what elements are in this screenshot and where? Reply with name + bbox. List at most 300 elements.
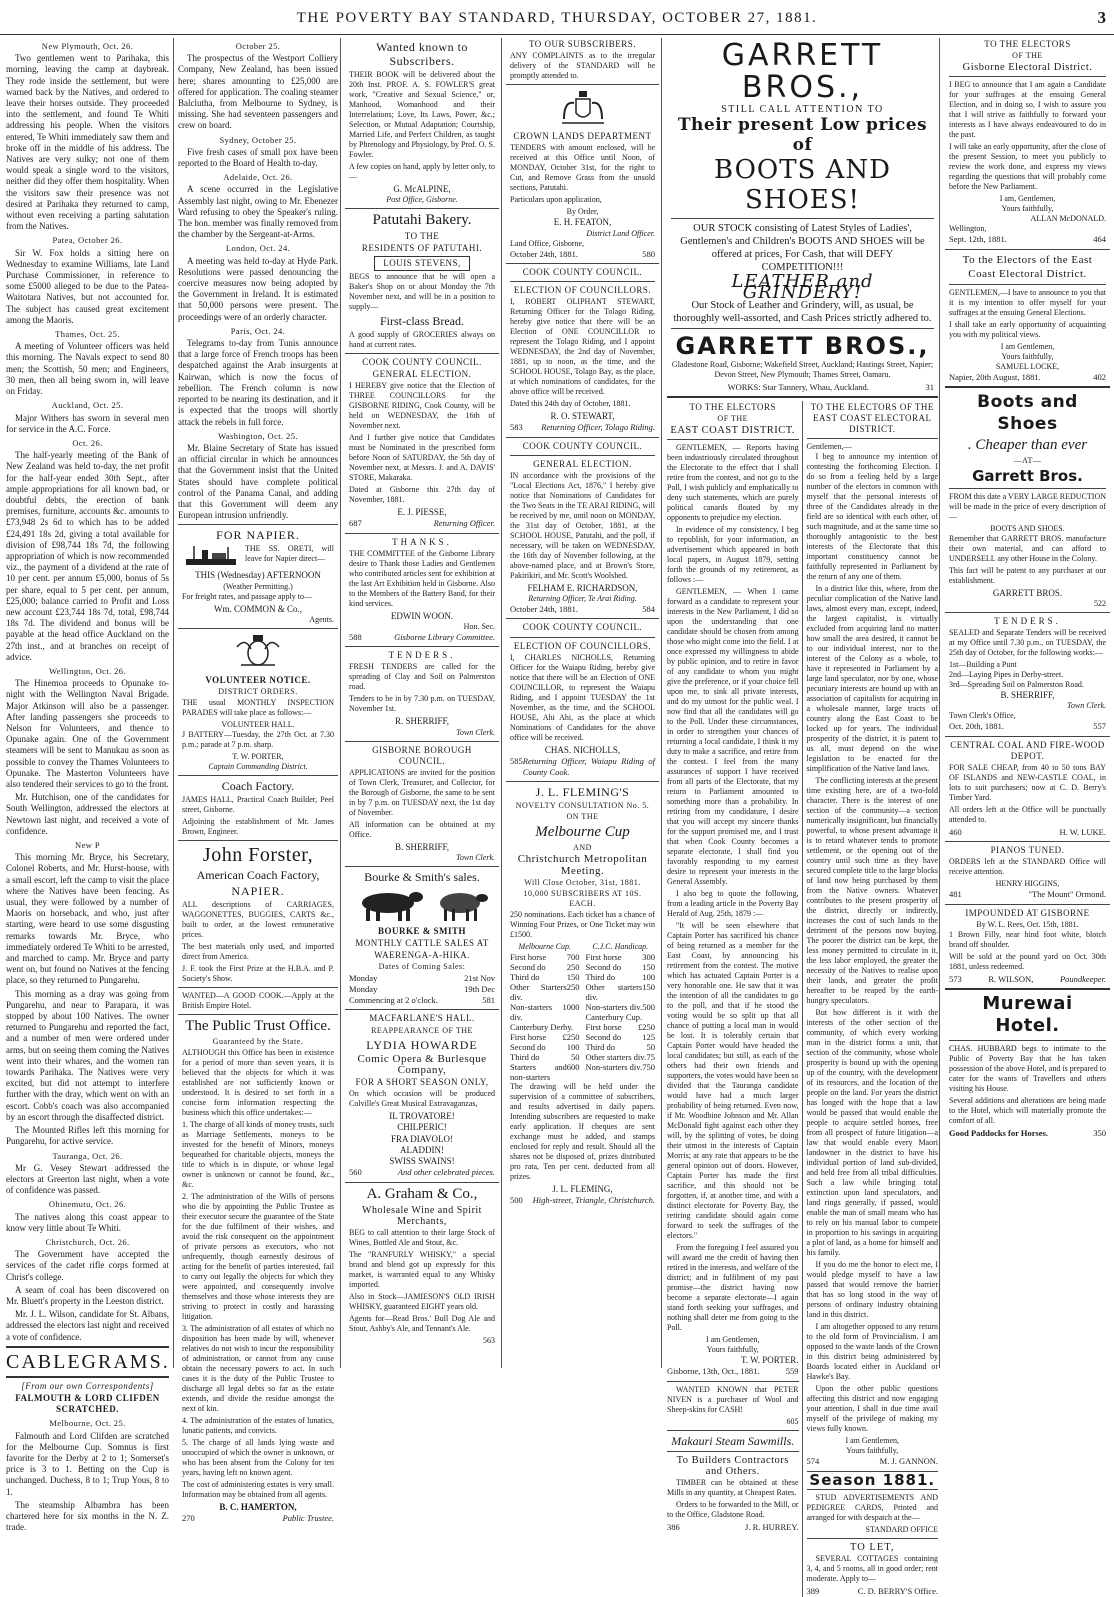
ad-text: OF THE xyxy=(1012,51,1043,61)
ad-number: 687 xyxy=(349,518,362,529)
ad-text: By Order, xyxy=(566,207,599,217)
news-paragraph: The Government have accepted the services of the cadet rifle corps formed at Christ's college. xyxy=(6,1249,169,1282)
ad-role: Returning Officer, Waiapu Riding of County Cook. xyxy=(522,756,655,778)
ad-number: 464 xyxy=(1093,234,1106,245)
ad-text: Gladestone Road, Gisborne; Wakefield Street, Auckland; Hastings Street, Napier; Devon Street, New Plymouth; Thames Street, Oamaru. xyxy=(671,359,934,379)
ad-heading: IMPOUNDED AT GISBORNE xyxy=(965,907,1090,918)
ad-subheading: LYDIA HOWARDE xyxy=(366,1037,478,1052)
ad-heading: GISBORNE BOROUGH COUNCIL. xyxy=(372,744,472,766)
ad-heading: Bourke & Smith's sales. xyxy=(364,870,480,885)
ad-signature: B. SHERRIFF, xyxy=(394,842,450,853)
ad-text: VOLUNTEER HALL. xyxy=(221,719,295,729)
divider xyxy=(506,781,659,782)
ad-date: October 24th, 1881. xyxy=(510,248,578,259)
divider xyxy=(345,1009,499,1010)
ad-signature: T. W. PORTER, xyxy=(232,751,284,761)
news-paragraph: Two gentlemen went to Parihaka, this morning, leaving the camp at daybreak. They rode inside the settlement, but were warned back by the Natives, and ordered to leave their horses outside. They proceeded into the settlement, and found Te Whiti addressing his people. When the visitors entered, Te Whiti immediately saw them and broke off in the middle of his address. The Natives are very sulky; not one of them would speak a single word to the visitors, neither did they offer them hospitality. When the visitors saw their presence was not desired at Parihaka they returned to camp, without even receiving a parting salutation from the Natives. xyxy=(6,53,169,232)
ad-heading: CROWN LANDS DEPARTMENT xyxy=(513,131,652,142)
show-title: SWISS SWAINS! xyxy=(389,1156,455,1167)
ad-subheading: Guaranteed by the State. xyxy=(212,1036,304,1046)
ad-text: THE COMMITTEE of the Gisborne Library desire to Thank those Ladies and Gentlemen who contributed articles sent for exhibition at the last Art Exhibition held in Gisborne. Also to the Members of the Battery Band, for their kind services. xyxy=(349,548,495,608)
ad-number: 605 xyxy=(786,1416,799,1426)
news-paragraph: This morning as a dray was going from Pungarehu, and near to Parapara, it was stopped by about 100 Natives. The owner returned to Pungarehu and reported the fact, and a number of men were ordered under arms, but on seeing them coming the Natives went into their whares, and the women ran towards Parihaka. The Natives were very excited, but did not attempt to interfere further with the dray, which went on with an escort. Cobb's coach was also accompanied by an escort through the disaffected district. xyxy=(6,988,169,1122)
ad-number: 402 xyxy=(1093,371,1106,382)
prize-label: Non-starters div. xyxy=(585,1061,643,1072)
divider xyxy=(506,263,659,264)
ad-text: Town Clerk's Office, xyxy=(949,711,1016,721)
ad-cook-waiapu xyxy=(506,622,659,778)
divider xyxy=(506,618,659,619)
prize-label: First horse xyxy=(510,1031,547,1042)
news-paragraph: The steamship Albambra has been chartered here for six months in the N. Z. trade. xyxy=(6,1499,169,1533)
ad-subheading: NOVELTY CONSULTATION No. 5. xyxy=(515,801,650,811)
dateline: Washington, Oct. 25. xyxy=(218,430,298,441)
prize-amount: 250 xyxy=(566,961,580,972)
ad-text: The best materials only used, and imported direct from America. xyxy=(182,941,334,961)
ad-heading: CENTRAL COAL AND FIRE-WOOD DEPOT. xyxy=(950,739,1105,761)
dateline: New Plymouth, Oct. 26. xyxy=(41,41,134,51)
news-paragraph: The Hinemoa proceeds to Opunake to-night with the Wellington Naval Brigade. Major Atkinson will also be a passenger. After landing passengers she proceeds to Nelson for Volunteers, and thence to Opunake again. One of the Government steamers will be sent to Manukau as soon as possible to convey the Thames Volunteers to Opunake. The Masterton Volunteers have also tendered their services to go to the front. xyxy=(6,678,169,789)
divider xyxy=(345,866,499,867)
prize-row xyxy=(586,972,656,982)
divider xyxy=(949,1040,1106,1041)
ad-number: 522 xyxy=(1094,599,1106,609)
ad-heading: PIANOS TUNED. xyxy=(990,845,1065,856)
ad-subheading: Christchurch Metropolitan Meeting. xyxy=(517,853,648,877)
divider xyxy=(807,438,939,439)
prize-label: Second do xyxy=(510,1041,546,1052)
ad-fleming-consultation xyxy=(506,785,659,1206)
prize-label: First horse xyxy=(585,951,622,962)
divider xyxy=(945,612,1110,613)
ad-text: 4. The administration of the estates of lunatics, lunatic patients, and convicts. xyxy=(182,1415,334,1435)
ad-text: Also in Stock—JAMIESON'S OLD IRISH WHISKY, guaranteed EIGHT years old. xyxy=(349,1291,495,1311)
ad-text: BOOTS AND SHOES. xyxy=(990,523,1065,533)
divider xyxy=(945,386,1110,388)
ad-number: 500 xyxy=(510,1195,523,1206)
ad-volunteer xyxy=(178,633,338,772)
dateline: Auckland, Oct. 25. xyxy=(51,400,124,411)
divider xyxy=(345,208,499,209)
ad-coach-factory xyxy=(178,779,338,837)
ad-signature: B. SHERRIFF, xyxy=(1000,690,1055,701)
ad-number: 559 xyxy=(785,1366,799,1377)
show-title: ALADDIN! xyxy=(400,1144,444,1155)
ad-text: I HEREBY give notice that the Election of THREE COUNCILLORS for the GISBORNE RIDING, Cook County, will be held on WEDNESDAY, the 16th of November next. xyxy=(349,381,495,431)
ad-date: Napier, 20th August, 1881. xyxy=(949,371,1041,382)
ad-signature: G. McALPINE, xyxy=(393,184,451,194)
ad-role: Town Clerk. xyxy=(1067,701,1106,711)
prize-amount: 500 xyxy=(642,1001,655,1012)
ad-text: I also beg to quote the following, from a leading article in the Poverty Bay Herald of Aug. 25th, 1879 :— xyxy=(667,889,799,919)
ad-murewai-hotel xyxy=(945,993,1110,1139)
divider xyxy=(178,524,338,525)
ad-napier xyxy=(178,528,338,624)
ad-text: I, ROBERT OLIPHANT STEWART, Returning Officer for the Tolago Riding, hereby give notice that there will be an Election of ONE COUNCILLOR to represent the Tolago Riding, and I appoint WEDNESDAY, the 2nd day of November, 1881, up to noon, as the time, and the SCHOOL HOUSE, Tolago Bay, as the place, at which nominations of candidates, for the above office will be received. xyxy=(510,297,655,397)
ad-text: ALL descriptions of CARRIAGES, WAGGONETTES, BUGGIES, CARTS &c., built to order, at the lowest remunerative prices. xyxy=(182,899,334,939)
works-item: 3rd—Spreading Soil on Palmerston Road. xyxy=(949,680,1084,690)
ad-text: Adjoining the establishment of Mr. James Brown, Engineer. xyxy=(182,816,334,836)
ad-text: AND xyxy=(573,843,592,853)
ad-subheading: Their present Low prices of xyxy=(677,115,928,156)
ad-subheading: First-class Bread. xyxy=(380,313,464,328)
dateline: Adelaide, Oct. 26. xyxy=(223,172,293,183)
prize-label: Other starters div. xyxy=(585,1051,647,1062)
ad-role: Public Trustee. xyxy=(282,1513,334,1524)
ad-text: (Weather Permitting.) xyxy=(223,581,293,591)
news-paragraph: The Mounted Rifles left this morning for Pungarehu, for active service. xyxy=(6,1125,169,1147)
ad-macfarlanes-hall xyxy=(345,1013,499,1178)
ad-heading: TO OUR SUBSCRIBERS. xyxy=(528,39,637,49)
prize-amount: 50 xyxy=(571,1051,580,1062)
news-paragraph: A meeting of Volunteer officers was held this morning. The Navals expect to send 80 men; the Scottish, 50 men; and Engineers, 30 men, then all being sworn in, will leave on Friday. xyxy=(6,341,169,397)
ad-subheading: To Builders Contractors and Others. xyxy=(676,1454,789,1477)
prize-row xyxy=(510,1032,580,1042)
ad-text: In evidence of my consistency, I beg to republish, for your information, an advertisement which appeared in both local papers, in August 1879, setting forth the grounds of my retirement, as follows :— xyxy=(667,525,799,585)
ad-heading: TENDERS. xyxy=(388,650,456,661)
dateline: Christchurch, Oct. 26. xyxy=(45,1236,130,1247)
ad-text: Dates of Coming Sales: xyxy=(378,961,466,971)
news-items xyxy=(6,41,169,1343)
ad-cook-county-general xyxy=(345,357,499,530)
ad-text: I am altogether opposed to any return to the old form of Provincialism. I am opposed to the waste lands of the Crown in this district being administered by Boards located either in Auckland or Hawke's Bay. xyxy=(806,1322,938,1382)
ad-text: I, CHARLES NICHOLLS, Returning Officer for the Waiapu Riding, hereby give notice that there will be an Election of ONE COUNCILLOR, to represent the Waiapu Riding, and I appoint TUESDAY the 1st November, as the time, and the SCHOOL HOUSE, Ahi Ahi, as the place at which Nominations of Candidates for the above office will be received. xyxy=(510,652,655,742)
divider xyxy=(667,396,938,398)
ad-bourke-smith xyxy=(345,870,499,1006)
ad-text: ON THE xyxy=(566,812,599,822)
ad-text: The cost of administering estates is very small. Information may be obtained from all agents. xyxy=(182,1479,334,1499)
ad-text: TO THE xyxy=(404,231,440,242)
divider xyxy=(506,84,659,85)
divider xyxy=(945,736,1110,737)
prize-row xyxy=(586,962,656,972)
prize-row xyxy=(510,1052,580,1062)
prize-amount: 1000 xyxy=(562,1001,580,1012)
ad-text: By W. L. Rees, Oct. 15th, 1881. xyxy=(976,919,1079,929)
cablegrams-sub: [From our own Correspondents] xyxy=(21,1380,154,1391)
ad-text: MONTHLY CATTLE SALES AT WAERENGA-A-HIKA. xyxy=(355,938,489,960)
ad-text: I shall take an early opportunity of acquainting you with my political views. xyxy=(949,319,1106,339)
ad-signature: CHAS. NICHOLLS, xyxy=(544,744,621,755)
ad-text: —AT— xyxy=(1013,455,1042,465)
ad-text: Particulars upon application, xyxy=(510,195,602,205)
ad-number: 560 xyxy=(349,1167,362,1178)
prize-label: Other Starters div. xyxy=(510,981,567,1002)
ad-text: But how different is it with the interests of the other section of the community, of which every working man in the district forms a unit, that section of the community, whose whole prosperity is bound up with the opening up of the country, with the development of its resources, and the location of the people on the land. For years the district has longed with the hope that a law would be passed that would enable the people to acquire settled homes, free from all prospect of future litigation—a law that would enable every Maori landowner in the district to have his individual portion of land sub-divided, and held free from all tribal difficulties. Such a law while bringing total extinction upon land speculators, and land rings generally, if passed, would enable the man of small means who has to rely on his manual labor to compete in proportion to his savings in acquiring a plot of land, as a home for himself and his family. xyxy=(806,1008,938,1258)
ad-patutahi-bakery xyxy=(345,212,499,350)
ad-footer xyxy=(182,1513,334,1524)
ad-subheading: LEATHER and GRINDERY! xyxy=(731,271,874,304)
ad-subheading: GENERAL ELECTION. xyxy=(533,458,632,469)
electors-columns xyxy=(667,401,938,1597)
ad-number: 583 xyxy=(510,422,523,433)
ad-text: ORDERS left at the STANDARD Office will receive attention. xyxy=(949,857,1106,877)
divider xyxy=(178,1014,338,1015)
ad-heading: TO THE ELECTORS xyxy=(689,401,776,412)
ad-footer xyxy=(949,372,1106,383)
ad-footer xyxy=(349,518,495,529)
ad-heading: Patutahi Bakery. xyxy=(372,212,472,229)
ad-john-forster xyxy=(178,844,338,984)
ad-date: October 24th, 1881. xyxy=(510,604,578,615)
prize-label: Third do xyxy=(510,971,540,982)
dateline: Oct. 26. xyxy=(72,437,103,448)
news-paragraph: Sir W. Fox holds a sitting here on Wednesday to examine Williams, late Land Purchase Commissioner, in reference to some £5000 alleged to be due to the Patea-Waitotara Natives, but not accounted for. The subject has caused great excitement among the Maoris. xyxy=(6,247,169,325)
ad-text: I am, Gentlemen, xyxy=(999,194,1056,204)
ad-text: 1. The charge of all kinds of money trusts, such as Marriage Settlements, moneys to be invested for the benefit of Minors, moneys bequeathed for charitable objects, moneys the title to which is in dispute, or whose legal owner is unknown or cannot be found, &c., &c. xyxy=(182,1119,334,1189)
ad-footer xyxy=(667,1522,799,1533)
divider xyxy=(345,353,499,354)
ad-role: District Land Officer. xyxy=(586,228,655,238)
ad-role: Captain Commanding District. xyxy=(208,761,308,771)
ad-number: 386 xyxy=(667,1522,680,1533)
ad-text: I will take an early opportunity, after the close of the present Session, to meet you publicly to review the work done, and express my views regarding the questions that will probably come before the New Parliament. xyxy=(949,142,1106,192)
divider xyxy=(667,1430,799,1431)
ad-wanted-known xyxy=(345,40,499,205)
ad-subheading: ELECTION OF COUNCILLORS. xyxy=(513,640,652,651)
ad-borough-council xyxy=(345,745,499,864)
ad-number: 574 xyxy=(806,1456,820,1467)
news-paragraph: This morning Mr. Bryce, his Secretary, Colonel Roberts, and Mr. Hurst-house, with a small escort, left the camp to visit the place where the Natives have been fencing. As usual, they were followed by a number of Maoris on horseback, and who, just after starting, were heard to use some disgusting remarks towards Mr. Bryce, who immediately ordered Te Whiti to be arrested, and marched to camp. Mr. Bryce and party went on, but found no Natives at the fencing place, so they returned to Pungarehu. xyxy=(6,852,169,986)
dateline: Wellington, Oct. 26. xyxy=(49,665,126,676)
ad-text: THE SS. ORETI, will leave for Napier direct— xyxy=(245,544,334,564)
divider xyxy=(667,1381,799,1382)
news-items xyxy=(178,41,338,521)
ad-text: All information can be obtained at my Office. xyxy=(349,820,495,840)
ad-wanted-cook xyxy=(178,991,338,1011)
prize-amount: 150 xyxy=(566,971,580,982)
prize-amount: 50 xyxy=(646,1041,655,1052)
ad-subheading: Wholesale Wine and Spirit Merchants, xyxy=(362,1204,482,1227)
ad-signature: SAMUEL LOCKE, xyxy=(995,361,1060,371)
news-paragraph: Major Withers has sworn in several men for service in the A.C. Force. xyxy=(6,412,169,434)
divider xyxy=(345,646,499,647)
ad-subheading: GENERAL ELECTION. xyxy=(372,369,472,380)
ad-heading: TENDERS. xyxy=(994,616,1061,627)
column-ads-3 xyxy=(340,38,499,1368)
ad-signature: M. J. GANNON. xyxy=(879,1456,938,1467)
news-paragraph: A scene occurred in the Legislative Assembly last night, owing to Mr. Ebenezer Ward refusing to obey the Speaker's ruling. The hon. member was finally removed from the chamber by the Sergeant-at-Arms. xyxy=(178,184,338,240)
ad-number: 481 xyxy=(949,889,962,900)
ad-number: 563 xyxy=(483,1335,495,1345)
prize-label: Other starters div. xyxy=(585,981,643,1002)
sale-date-row xyxy=(349,984,495,995)
dateline: Tauranga, Oct. 26. xyxy=(52,1150,123,1161)
ad-text: And other celebrated pieces. xyxy=(397,1167,495,1178)
ad-text: OUR STOCK consisting of Latest Styles of Ladies', Gentlemen's and Children's BOOTS AND SHOES will be offered at prices, For Cash, that will DEFY COMPETITION!!! xyxy=(680,223,925,274)
divider xyxy=(178,987,338,988)
ad-text: STANDARD OFFICE xyxy=(865,1524,938,1534)
ad-number: 389 xyxy=(806,1586,820,1597)
ad-heading: Coach Factory. xyxy=(221,778,295,793)
ad-text: FOR A SHORT SEASON ONLY, xyxy=(355,1077,489,1088)
dateline: Melbourne, Oct. 25. xyxy=(49,1418,126,1429)
ad-role: Returning Officer, Tolago Riding. xyxy=(541,422,655,433)
prize-rows xyxy=(586,952,656,1072)
ad-text: OF THE xyxy=(717,414,749,424)
ad-heading: TO THE ELECTORS xyxy=(984,39,1071,49)
news-paragraph: The prospectus of the Westport Colliery Company, New Zealand, has been issued here; shares amounting to £25,000 are offered for application. The coaling steamer Balclutha, from Melbourne to Sydney, is missing. She had seventeen passengers and crew on board. xyxy=(178,53,338,131)
ad-gannon xyxy=(807,401,939,1597)
ad-signature: T. W. PORTER. xyxy=(740,1355,799,1366)
ad-text: Several additions and alterations are being made to the Hotel, which will materially promote the comfort of all. xyxy=(949,1096,1106,1126)
ad-heading: Murewai Hotel. xyxy=(982,993,1073,1037)
prize-label: Third do xyxy=(585,971,616,982)
prize-label: Non-starters div. xyxy=(510,1001,553,1022)
sale-date: 21st Nov xyxy=(464,972,495,983)
works-list xyxy=(949,660,1106,690)
divider xyxy=(345,533,499,534)
show-title: IL TROVATORE! xyxy=(389,1111,455,1122)
ad-text: 3. The administration of all estates of which no disposition has been made by will, whenever relatives do not wish to incur the responsibility of administration, or cannot from any cause obtain the necessary powers to act. In such cases it is the duty of the Public Trustee to discharge all legal debts so far as the estate extends, and divide the residue amongst the next of kin. xyxy=(182,1323,334,1413)
ad-text: Will be sold at the pound yard on Oct. 30th 1881, unless redeemed. xyxy=(949,951,1106,971)
ad-footer xyxy=(949,974,1106,985)
prize-row xyxy=(510,952,580,962)
divider xyxy=(6,1346,169,1348)
ad-subheading: American Coach Factory, xyxy=(196,867,320,882)
news-paragraph: Mr. Blaine Secretary of State has issued an official circular in which he announces that the Government insist that the United States should have complete political control of the Panama Canal, and adding that this Government will deem any European intrusion unfriendly. xyxy=(178,442,338,521)
prize-label: Non-starters div. xyxy=(585,1001,643,1012)
ad-number: 460 xyxy=(949,827,962,838)
divider xyxy=(671,328,934,329)
prize-label: Third do xyxy=(585,1041,616,1052)
prize-label: Canterbury Derby. xyxy=(510,1021,574,1032)
ad-heading: J. L. FLEMING'S xyxy=(535,785,630,800)
ad-text: Dated this 24th day of October, 1881. xyxy=(510,399,631,409)
ad-porter xyxy=(667,401,803,1597)
divider xyxy=(671,218,934,219)
ad-role: Returning Officer, Te Arai Riding. xyxy=(528,594,637,604)
ad-public-trust xyxy=(178,1018,338,1524)
ad-text: WORKS: Star Tannery, Whau, Auckland. xyxy=(727,381,869,392)
ad-text: A good supply of GROCERIES always on hand at current rates. xyxy=(349,329,495,349)
ad-text: TENDERS with amount enclosed, will be received at this Office until Noon, of MONDAY, October 31st, for the right to Cut, and Remove Grass from the unsold sections, Patutahi. xyxy=(510,143,655,193)
divider xyxy=(807,1489,939,1490)
divider xyxy=(510,455,655,456)
prize-row xyxy=(586,1022,656,1032)
ad-heading: Makauri Steam Sawmills. xyxy=(671,1433,795,1448)
ad-text: TIMBER can be obtained at these Mills in any quantity, at Cheapest Rates. xyxy=(667,1478,799,1498)
sale-date-row xyxy=(349,973,495,984)
page-number: 3 xyxy=(1097,8,1106,27)
ad-role: Hon. Sec. xyxy=(463,622,495,632)
sale-dates-list xyxy=(349,973,495,995)
divider xyxy=(949,488,1106,489)
prize-row xyxy=(510,1002,580,1022)
divider xyxy=(945,904,1110,905)
ad-heading: COOK COUNTY COUNCIL. xyxy=(522,266,643,277)
show-title: CHILPERIC! xyxy=(397,1122,447,1133)
ad-crown-lands xyxy=(506,89,659,260)
cattle-and-sheep-icon xyxy=(352,887,492,923)
news-paragraph: Mr G. Vesey Stewart addressed the electors at Greerton last night, when a vote of confidence was passed. xyxy=(6,1162,169,1196)
prize-label: First horse xyxy=(510,951,547,962)
ad-signature: Wm. COMMON & Co., xyxy=(213,603,302,614)
ad-text: All orders left at the Office will be punctually attended to. xyxy=(949,805,1106,825)
divider xyxy=(178,628,338,629)
divider xyxy=(807,1538,939,1539)
ad-footer xyxy=(510,249,655,260)
dateline: New P xyxy=(75,840,100,851)
ad-role: Agents. xyxy=(309,614,334,624)
cablegrams-heading: CABLEGRAMS. xyxy=(6,1350,170,1373)
ad-text: I am Gentlemen, xyxy=(705,1335,760,1345)
ad-footer xyxy=(510,604,655,615)
dateline: October 25. xyxy=(235,41,281,51)
prize-rows xyxy=(510,952,580,1082)
prize-row xyxy=(510,1042,580,1052)
ad-subheading: BOURKE & SMITH xyxy=(377,926,466,937)
ad-date: Sept. 12th, 1881. xyxy=(949,234,1007,245)
ad-heading: To the Electors of the East Coast Electoral District. xyxy=(962,253,1093,280)
ad-text: Tenders to be in by 7.30 p.m. on TUESDAY, November 1st. xyxy=(349,694,495,714)
divider xyxy=(510,637,655,638)
ad-thanks xyxy=(345,537,499,644)
ad-footer xyxy=(349,995,495,1006)
ad-number: 270 xyxy=(182,1513,195,1524)
dateline: London, Oct. 24. xyxy=(225,243,291,254)
prize-amount: 750 xyxy=(642,1061,655,1072)
ad-text: JAMES HALL, Practical Coach Builder, Peel street, Gisborne. xyxy=(182,794,334,814)
ad-heading: MACFARLANE'S HALL. xyxy=(369,1013,475,1024)
sale-date: 19th Dec xyxy=(464,984,495,995)
ad-text: Our Stock of Leather and Grindery, will, as usual, be thoroughly well-assorted, and Cash Prices strictly adhered to. xyxy=(673,299,932,324)
divider xyxy=(949,284,1106,285)
ad-text: THEIR BOOK will be delivered about the 20th Inst. PROF. A. S. FOWLER'S great work, "Creative and Sexual Science," or, Manhood, Womanhood and their Interrelations; Love, Its Laws, Power, &c.; Selection, or Mutual Adaptation; Courtship, Married Life, and Perfect Children, as taught by Phrenology and Physiology, by Prof. O. S. Fowler. xyxy=(349,70,495,159)
ad-footer xyxy=(667,1366,799,1377)
prize-amount: 300 xyxy=(642,951,655,962)
show-title: FRA DIAVOLO! xyxy=(390,1133,454,1144)
ad-signature: R. SHERRIFF, xyxy=(394,716,450,727)
ad-signature: J. R. HURREY. xyxy=(745,1522,799,1533)
prize-label: Third do xyxy=(510,1051,540,1062)
divider xyxy=(945,841,1110,842)
ad-boots-and-shoes xyxy=(945,391,1110,609)
ad-text: WANTED—A GOOD COOK.—Apply at the British Empire Hotel. xyxy=(182,990,334,1010)
ad-heading: GARRETT BROS., xyxy=(675,331,930,360)
ad-text: ANY COMPLAINTS as to the irregular delivery of the STANDARD will be promptly attended to. xyxy=(510,51,655,81)
ad-footer xyxy=(671,382,934,393)
prize-label: Second do xyxy=(585,961,622,972)
ad-subheading: NAPIER. xyxy=(231,883,285,898)
ad-date: Oct. 20th, 1881. xyxy=(949,721,1005,732)
ad-heading: TO THE ELECTORS OF THE EAST COAST ELECTORAL DISTRICT. xyxy=(810,401,934,435)
prize-amount: 250 xyxy=(566,981,580,992)
ad-text: The drawing will be held under the supervision of a committee of subscribers, and results advertised in daily papers. Intending subscribers are requested to make early application. If cheques are sent exchange must be added, and stamps enclosed for reply and result. Should all the shares not be disposed of, prizes distributed pro rata, Ten per cent. deducted from all prizes. xyxy=(510,1081,655,1181)
ad-text: "It will be seen elsewhere that Captain Porter has sacrificed his chance of being returned as a member for the East Coast, by announcing his retirement from the contest. The motive which has actuated Captain Porter is a very honorable one. He saw that it was the intention of all the candidates to go to the poll, and that if he stood the voting would be so split up that all chance of putting a local man in would be lost. It is tolerably certain that Captain Porter would have headed the local candidates; but still, as each of the others had their own friends and supporters, the votes would have been so divided that the Tauranga candidate would have had a much larger probability of being returned. Even now, if Mr. Woodbine Johnson and Mr. Allan McDonald fight against each other they will, by the splitting of votes, be doing their utmost in the interests of Captain Morris; at any rate that appears to be the general opinion out of doors. However, Captain Porter has made the first sacrifice, and this should not be forgotten, if, at another time, and with a distinct electorate for Poverty Bay, the retiring candidate should again come forward to seek the suffrages of the electors." xyxy=(667,921,799,1241)
masthead xyxy=(0,0,1114,35)
ad-text: FOR SALE CHEAP, from 40 to 50 tons BAY OF ISLANDS and NEW-CASTLE COAL, in lots to suit purchasers; now at C. D. Berry's Timber Yard. xyxy=(949,763,1106,803)
ad-text: FROM this date a VERY LARGE REDUCTION will be made in the price of every description of— xyxy=(949,491,1106,521)
dateline: Thames, Oct. 25. xyxy=(55,329,120,340)
ad-heading: Boots and Shoes xyxy=(977,391,1078,434)
ad-signature: H. W. LUKE. xyxy=(1059,827,1106,838)
divider xyxy=(667,439,799,440)
prize-table-melbourne xyxy=(510,942,580,1082)
ad-locke xyxy=(945,253,1110,383)
divider xyxy=(345,741,499,742)
ad-text: Yours faithfully, xyxy=(1001,204,1054,214)
ad-text: I BEG to announce that I am again a Candidate for your suffrages at the ensuing General Election, and in doing so, I wish to assure you that I will strive as faithfully to forward your interests as I have always endeavoured to do in the past. xyxy=(949,80,1106,140)
ad-signature: R. WILSON, xyxy=(988,973,1034,984)
prize-label: First horse xyxy=(585,1021,622,1032)
ad-coal-depot xyxy=(945,740,1110,839)
prize-row xyxy=(510,972,580,982)
prize-row xyxy=(586,1032,656,1042)
ad-text: On which occasion will be produced Colville's Great Musical Extravaganzas, xyxy=(349,1089,495,1109)
steamship-icon xyxy=(182,544,242,570)
ad-garrett-bros xyxy=(667,40,938,393)
